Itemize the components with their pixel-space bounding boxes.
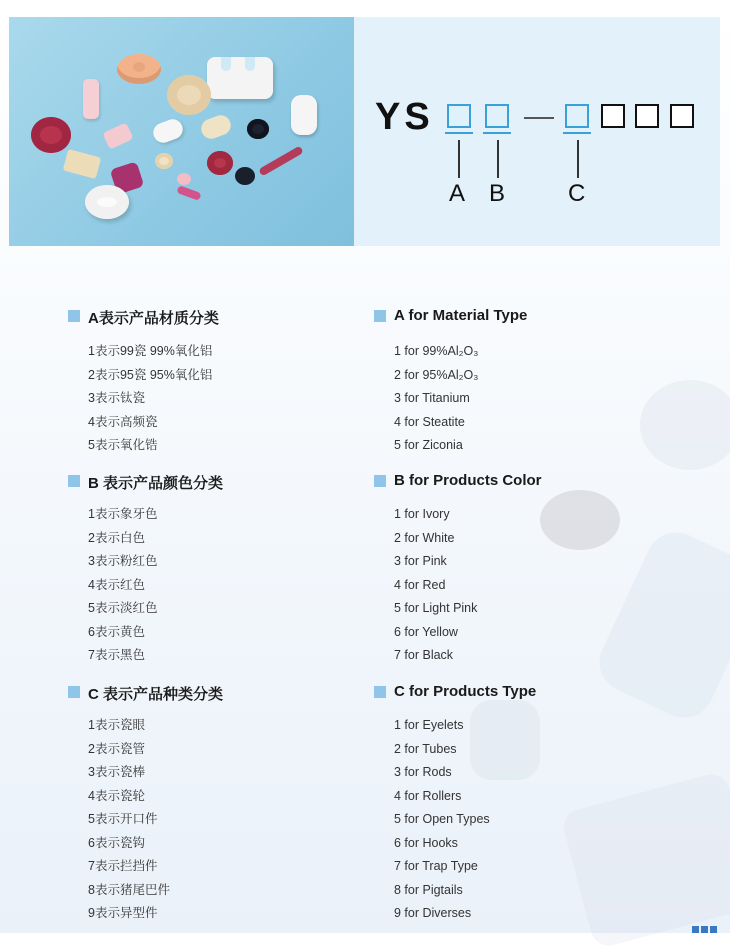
list-item: 5表示开口件 <box>88 812 158 826</box>
code-slot-c-underline <box>563 132 591 134</box>
ceramic-tube-pink <box>83 79 99 119</box>
label-c: C <box>568 180 586 207</box>
list-item: 6 for Yellow <box>394 624 458 639</box>
ceramic-pulley-ivory <box>167 75 211 115</box>
ceramic-trap-ivory <box>63 149 102 179</box>
list-item: 3表示钛瓷 <box>88 391 145 405</box>
list-item: 2 for White <box>394 530 455 545</box>
list-item: 8 for Pigtails <box>394 882 463 897</box>
code-slot-digit <box>635 104 659 128</box>
ceramic-eyelet-black <box>235 167 255 185</box>
ceramic-eyelet-ivory <box>155 153 173 169</box>
page-marker-square <box>692 926 699 933</box>
list-item: 9 for Diverses <box>394 906 472 920</box>
list-item: 6 for Hooks <box>394 835 458 850</box>
code-prefix: YS <box>375 96 434 138</box>
page-marker-square <box>701 926 708 933</box>
section-title: B 表示产品颜色分类 <box>88 475 224 492</box>
page-marker <box>692 920 719 938</box>
section-title: C for Products Type <box>394 683 537 700</box>
list-item: 6表示瓷钩 <box>88 835 145 850</box>
list-item: 4表示瓷轮 <box>88 788 145 803</box>
section-color-cn <box>68 472 368 668</box>
ceramic-open-piece-pink <box>102 122 133 149</box>
ceramic-piece-pink <box>177 173 191 185</box>
pointer-line-b <box>497 140 499 178</box>
section-bullet <box>68 310 80 322</box>
section-bullet <box>374 310 386 322</box>
list-item: 3 for Titanium <box>394 391 470 405</box>
list-item: 1 for 99%Al₂O₃ <box>394 344 479 358</box>
label-b: B <box>489 180 506 207</box>
ceramic-roller-red <box>31 117 71 153</box>
list-item: 8表示猪尾巴件 <box>88 882 170 897</box>
section-material-cn <box>68 307 368 458</box>
list-item: 2 for 95%Al₂O₃ <box>394 367 479 382</box>
section-bullet <box>374 686 386 698</box>
list-item: 2表示瓷管 <box>88 741 145 756</box>
section-bullet <box>68 686 80 698</box>
list-item: 2表示95瓷 95%氧化铝 <box>88 367 213 382</box>
list-item: 4 for Steatite <box>394 414 465 429</box>
ceramic-pigtail-pink <box>176 185 201 201</box>
section-bullet <box>68 475 80 487</box>
section-title: A for Material Type <box>394 307 528 324</box>
ceramic-guide-notch <box>245 57 255 71</box>
list-item: 5 for Ziconia <box>394 438 463 452</box>
list-item: 5 for Light Pink <box>394 601 478 615</box>
list-item: 1表示99瓷 99%氧化铝 <box>88 344 213 358</box>
section-bullet <box>374 475 386 487</box>
list-item: 3 for Pink <box>394 554 447 568</box>
list-item: 4表示红色 <box>88 577 145 592</box>
list-item: 4 for Red <box>394 577 446 592</box>
ceramic-rod-red <box>258 146 304 177</box>
list-item: 2表示白色 <box>88 530 145 545</box>
code-slot-digit <box>601 104 625 128</box>
section-type-en <box>374 683 674 926</box>
list-item: 7表示黑色 <box>88 648 145 662</box>
list-item: 5表示氧化锆 <box>88 438 158 452</box>
ceramic-roller-hole <box>133 62 145 72</box>
ceramic-eyelet-black <box>247 119 269 139</box>
code-slot-c <box>565 104 589 128</box>
list-item: 4表示高频瓷 <box>88 414 158 429</box>
section-material-en <box>374 307 674 458</box>
list-item: 1 for Eyelets <box>394 718 464 732</box>
pointer-line-a <box>458 140 460 178</box>
code-slot-b-underline <box>483 132 511 134</box>
list-item: 5 for Open Types <box>394 812 490 826</box>
section-title: A表示产品材质分类 <box>88 310 219 327</box>
code-slot-a <box>447 104 471 128</box>
list-item: 2 for Tubes <box>394 741 457 756</box>
code-slot-b <box>485 104 509 128</box>
product-photo <box>9 17 354 246</box>
list-item: 4 for Rollers <box>394 788 462 803</box>
label-a: A <box>449 180 466 207</box>
list-item: 6表示黄色 <box>88 624 145 639</box>
list-item: 1表示象牙色 <box>88 507 158 521</box>
ceramic-eyelet-white-large <box>85 185 129 219</box>
section-title: C 表示产品种类分类 <box>88 686 224 703</box>
code-slot-digit <box>670 104 694 128</box>
ceramic-eyelet-red <box>207 151 233 175</box>
code-separator <box>524 117 554 119</box>
list-item: 1表示瓷眼 <box>88 718 145 732</box>
ceramic-eyelet-white <box>291 95 317 135</box>
page-marker-square <box>710 926 717 933</box>
pointer-line-c <box>577 140 579 178</box>
list-item: 5表示淡红色 <box>88 601 158 615</box>
code-slot-a-underline <box>445 132 473 134</box>
list-item: 3表示粉红色 <box>88 554 158 568</box>
list-item: 9表示异型件 <box>88 906 158 920</box>
list-item: 7 for Trap Type <box>394 859 478 873</box>
section-title: B for Products Color <box>394 472 542 489</box>
section-type-cn <box>68 683 368 926</box>
list-item: 3 for Rods <box>394 765 452 779</box>
list-item: 7 for Black <box>394 648 454 662</box>
list-item: 7表示拦挡件 <box>88 859 158 873</box>
ceramic-guide-notch <box>221 57 231 71</box>
ceramic-hook-ivory <box>198 112 233 141</box>
list-item: 1 for Ivory <box>394 507 450 521</box>
ceramic-hook-white <box>150 116 185 145</box>
ceramic-guide-white <box>207 57 273 99</box>
list-item: 3表示瓷棒 <box>88 765 145 779</box>
section-color-en <box>374 472 674 668</box>
